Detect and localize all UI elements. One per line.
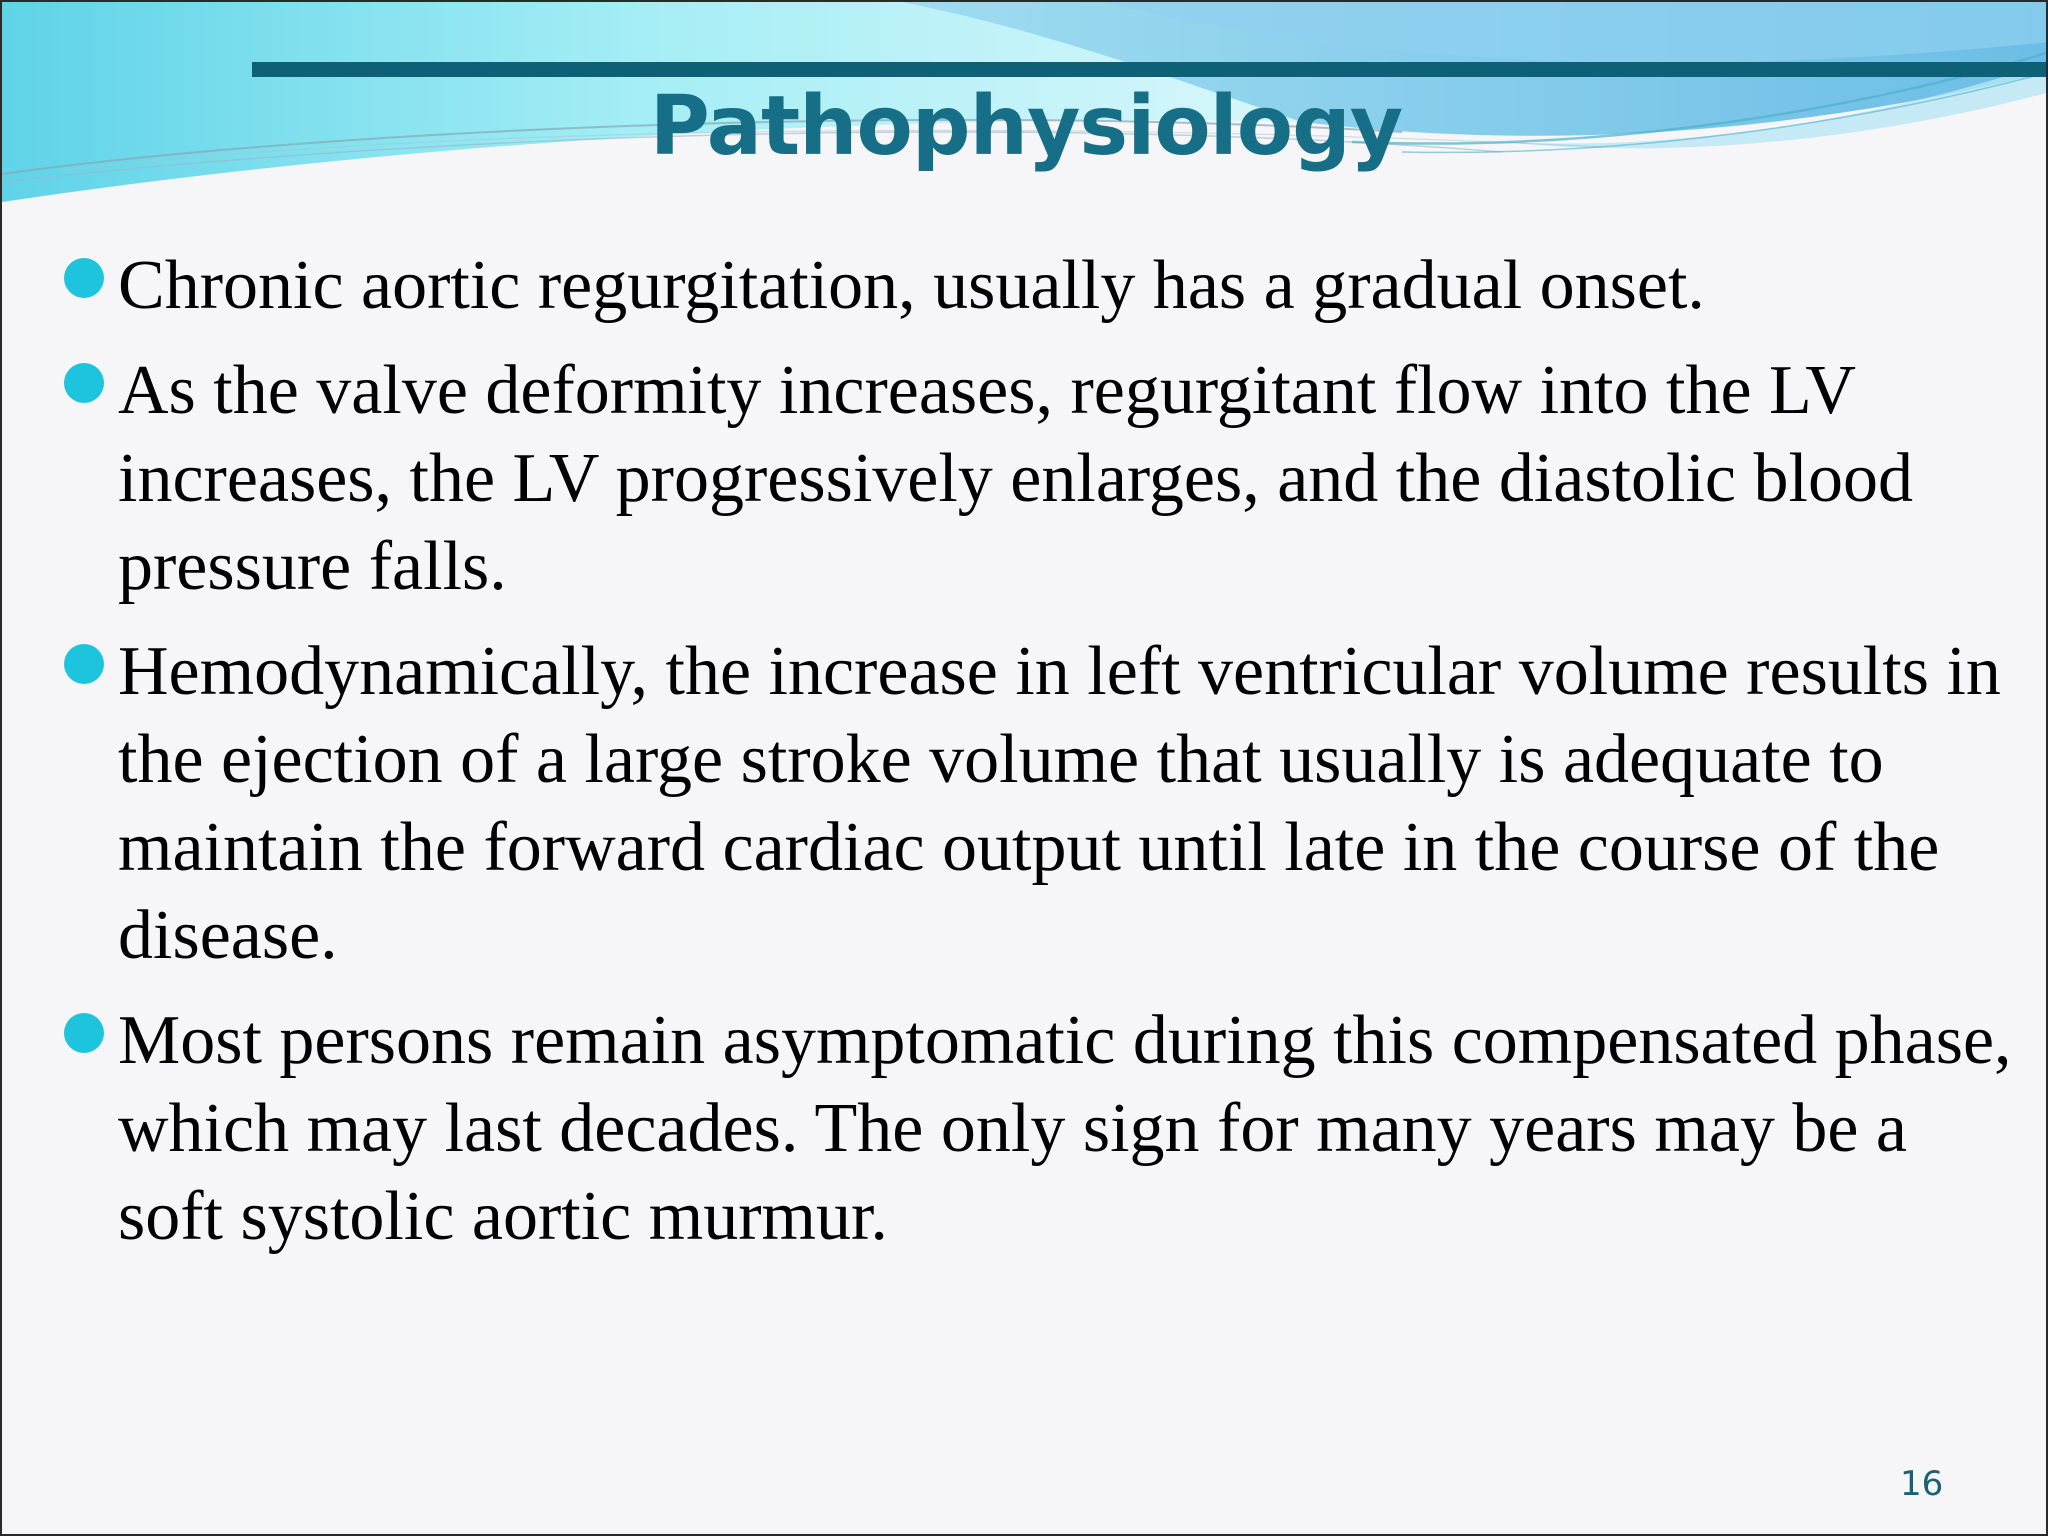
bullet-text: As the valve deformity increases, regurgitant flow into the LV increases, the LV progressively enlarges, and the diastolic blood pressure falls.	[118, 352, 1913, 605]
bullet-list	[62, 242, 2022, 1278]
bullet-dot-icon	[64, 258, 104, 298]
bullet-item	[62, 628, 2022, 980]
slide-title: Pathophysiology	[649, 79, 1403, 174]
bullet-item	[62, 242, 2022, 330]
bullet-dot-icon	[64, 363, 104, 403]
bullet-dot-icon	[64, 644, 104, 684]
page-number: 16	[1900, 1464, 1944, 1504]
bullet-text: Most persons remain asymptomatic during this compensated phase, which may last decades. The only sign for many years may be a soft systolic aortic murmur.	[118, 1002, 2012, 1255]
bullet-text: Hemodynamically, the increase in left ventricular volume results in the ejection of a large stroke volume that usually is adequate to maintain the forward cardiac output until late in the course of the disease.	[118, 633, 2001, 974]
bullet-text: Chronic aortic regurgitation, usually has a gradual onset.	[118, 247, 1705, 324]
bullet-dot-icon	[64, 1013, 104, 1053]
bullet-item	[62, 997, 2022, 1261]
bullet-item	[62, 347, 2022, 611]
